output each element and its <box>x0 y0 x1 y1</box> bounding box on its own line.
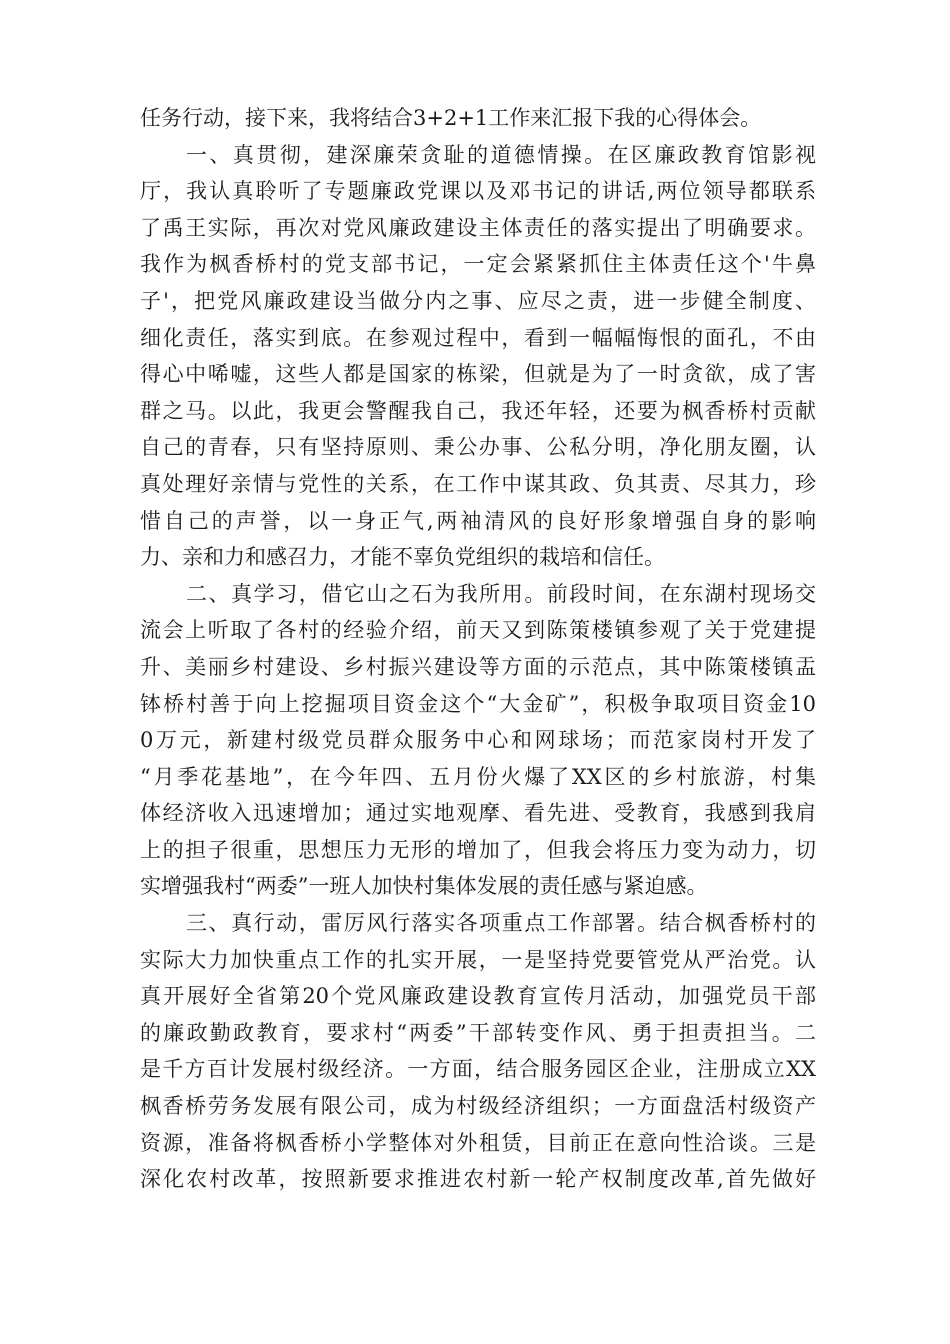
text-line: 深化农村改革，按照新要求推进农村新一轮产权制度改革,首先做好 <box>140 1167 816 1192</box>
text-line: 了禹王实际，再次对党风廉政建设主体责任的落实提出了明确要求。 <box>140 215 816 240</box>
text-line: 厅，我认真聆听了专题廉政党课以及邓书记的讲话,两位领导都联系 <box>140 179 816 204</box>
text-line: 升、美丽乡村建设、乡村振兴建设等方面的示范点，其中陈策楼镇盂 <box>140 654 816 679</box>
text-line: 实增强我村“两委”一班人加快村集体发展的责任感与紧迫感。 <box>140 874 708 899</box>
text-line: 子'，把党风廉政建设当做分内之事、应尽之责，进一步健全制度、 <box>140 288 816 313</box>
text-line: 上的担子很重，思想压力无形的增加了，但我会将压力变为动力，切 <box>140 837 816 862</box>
text-line: 群之马。以此，我更会警醒我自己，我还年轻，还要为枫香桥村贡献 <box>140 398 816 423</box>
text-line: 细化责任，落实到底。在参观过程中，看到一幅幅悔恨的面孔，不由 <box>140 325 816 350</box>
text-line: 体经济收入迅速增加；通过实地观摩、看先进、受教育，我感到我肩 <box>140 801 816 826</box>
text-line: 是千方百计发展村级经济。一方面，结合服务园区企业，注册成立XX <box>140 1057 816 1082</box>
text-line: 的廉政勤政教育，要求村“两委”干部转变作风、勇于担责担当。二 <box>140 1020 816 1045</box>
text-line: 三、真行动，雷厉风行落实各项重点工作部署。结合枫香桥村的 <box>186 911 816 936</box>
text-line: 惜自己的声誉，以一身正气,两袖清风的良好形象增强自身的影响 <box>140 508 816 533</box>
text-line: 真开展好全省第20个党风廉政建设教育宣传月活动，加强党员干部 <box>140 984 816 1009</box>
text-line: “月季花基地”，在今年四、五月份火爆了XX区的乡村旅游，村集 <box>140 764 816 789</box>
text-line: 我作为枫香桥村的党支部书记，一定会紧紧抓住主体责任这个'牛鼻 <box>140 252 816 277</box>
text-line: 资源，准备将枫香桥小学整体对外租赁，目前正在意向性洽谈。三是 <box>140 1130 816 1155</box>
text-line: 自己的青春，只有坚持原则、秉公办事、公私分明，净化朋友圈，认 <box>140 435 816 460</box>
text-line: 任务行动，接下来，我将结合3+2+1工作来汇报下我的心得体会。 <box>140 106 762 130</box>
text-line: 0万元，新建村级党员群众服务中心和网球场；而范家岗村开发了 <box>140 728 816 753</box>
text-line: 钵桥村善于向上挖掘项目资金这个“大金矿”，积极争取项目资金10 <box>140 691 816 716</box>
text-line: 得心中唏嘘，这些人都是国家的栋梁，但就是为了一时贪欲，成了害 <box>140 362 816 387</box>
text-line: 实际大力加快重点工作的扎实开展，一是坚持党要管党从严治党。认 <box>140 947 816 972</box>
text-line: 流会上听取了各村的经验介绍，前天又到陈策楼镇参观了关于党建提 <box>140 618 816 643</box>
body-text <box>140 100 816 1198</box>
text-line: 枫香桥劳务发展有限公司，成为村级经济组织；一方面盘活村级资产 <box>140 1094 816 1119</box>
text-line: 二、真学习，借它山之石为我所用。前段时间，在东湖村现场交 <box>186 581 816 606</box>
text-line: 一、真贯彻，建深廉荣贪耻的道德情操。在区廉政教育馆影视 <box>186 142 816 167</box>
text-line: 真处理好亲情与党性的关系，在工作中谋其政、负其责、尽其力，珍 <box>140 471 816 496</box>
text-line: 力、亲和力和感召力，才能不辜负党组织的栽培和信任。 <box>140 545 665 570</box>
